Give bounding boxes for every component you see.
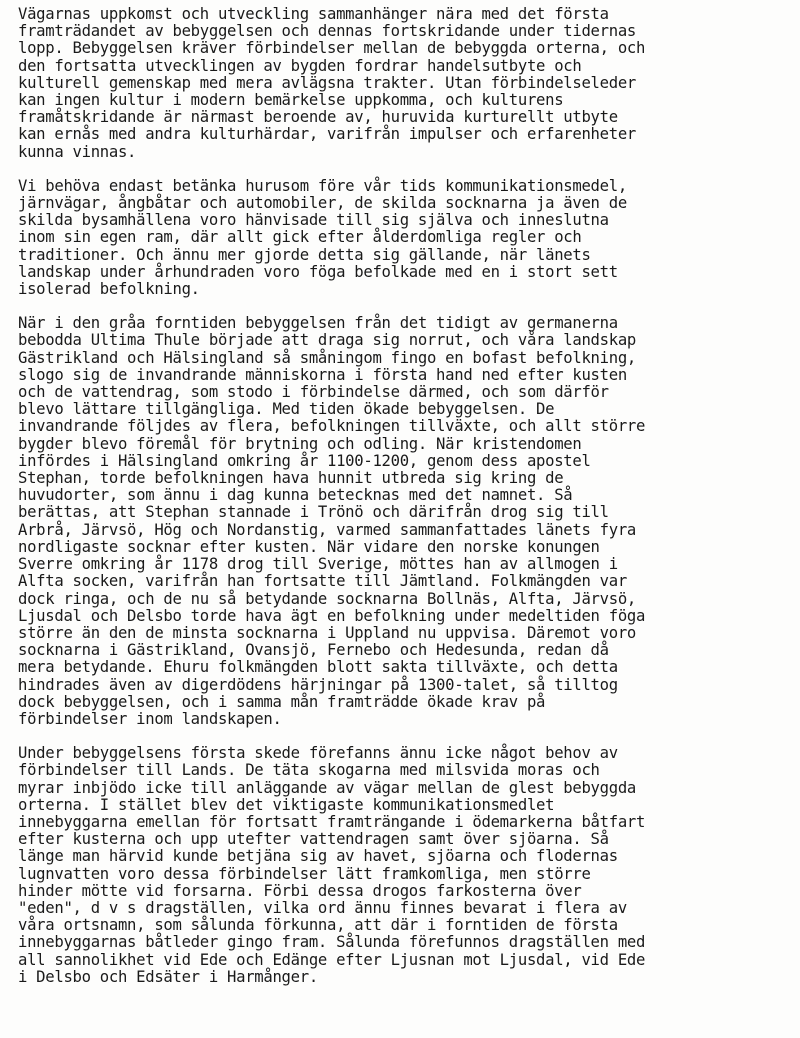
paragraph-3: När i den gråa forntiden bebyggelsen från det tidigt av germanerna bebodda Ultima Thule började att draga sig norrut, och våra landskap Gästrikland och Hälsingland så småningom fingo en bofast befolkning, slogo sig de invandrande människorna i första hand ned efter kusten och de vattendrag, som stodo i förbindelse därmed, och som därför blevo lättare tillgängliga. Med tiden ökade bebyggelsen. De invandrande följdes av flera, befolkningen tillväxte, och allt större bygder blevo föremål för brytning och odling. När kristendomen infördes i Hälsingland omkring år 1100-1200, genom dess apostel Stephan, torde befolkningen hava hunnit utbreda sig kring de huvudorter, som ännu i dag kunna betecknas med det namnet. Så berättas, att Stephan stannade i Trönö och därifrån drog sig till Arbrå, Järvsö, Hög och Nordanstig, varmed sammanfattades länets fyra nordligaste socknar efter kusten. När vidare den norske konungen Sverre omkring år 1178 drog till Sverige, möttes han av allmogen i Alfta socken, varifrån han fortsatte till Jämtland. Folkmängden var dock ringa, och de nu så betydande socknarna Bollnäs, Alfta, Järvsö, Ljusdal och Delsbo torde hava ägt en befolkning under medeltiden föga större än den de minsta socknarna i Uppland nu uppvisa. Däremot voro socknarna i Gästrikland, Ovansjö, Fernebo och Hedesunda, redan då mera betydande. Ehuru folkmängden blott sakta tillväxte, och detta hindrades även av digerdödens härjningar på 1300-talet, så tilltog dock bebyggelsen, och i samma mån framträdde ökade krav på förbindelser inom landskapen. bbox=[18, 314, 646, 728]
paragraph-2: Vi behöva endast betänka hurusom före vår tids kommunikationsmedel, järnvägar, ångbåtar och automobiler, de skilda socknarna ja även de skilda bysamhällena voro hänvisade till sig själva och inneslutna inom sin egen ram, där allt gick efter ålderdomliga regler och traditioner. Och ännu mer gjorde detta sig gällande, när länets landskap under århundraden voro föga befolkade med en i stort sett isolerad befolkning. bbox=[18, 176, 627, 299]
paragraph-4: Under bebyggelsens första skede förefanns ännu icke något behov av förbindelser till Lands. De täta skogarna med milsvida moras och myrar inbjödo icke till anläggande av vägar mellan de glest bebyggda orterna. I stället blev det viktigaste kommunikationsmedlet innebyggarna emellan för fortsatt framträngande i ödemarkerna båtfart efter kusterna och upp utefter vattendragen samt över sjöarna. Så länge man härvid kunde betjäna sig av havet, sjöarna och flodernas lugnvatten voro dessa förbindelser lätt framkomliga, men större hinder mötte vid forsarna. Förbi dessa drogos farkosterna över "eden", d v s dragställen, vilka ord ännu finnes bevarat i flera av våra ortsnamn, som sålunda förkunna, att där i forntiden de första innebyggarnas båtleder gingo fram. Sålunda förefunnos dragställen med all sannolikhet vid Ede och Edänge efter Ljusnan mot Ljusdal, vid Ede i Delsbo och Edsäter i Harmånger. bbox=[18, 744, 646, 986]
paragraph-1: Vägarnas uppkomst och utveckling sammanhänger nära med det första framträdandet av bebyggelsen och dennas fortskridande under tidernas lopp. Bebyggelsen kräver förbindelser mellan de bebyggda orterna, och den fortsatta utvecklingen av bygden fordrar handelsutbyte och kulturell gemenskap med mera avlägsna trakter. Utan förbindelseleder kan ingen kultur i modern bemärkelse uppkomma, och kulturens framåtskridande är närmast beroende av, huruvida kurturellt utbyte kan ernås med andra kulturhärdar, varifrån impulser och erfarenheter kunna vinnas. bbox=[18, 5, 646, 161]
